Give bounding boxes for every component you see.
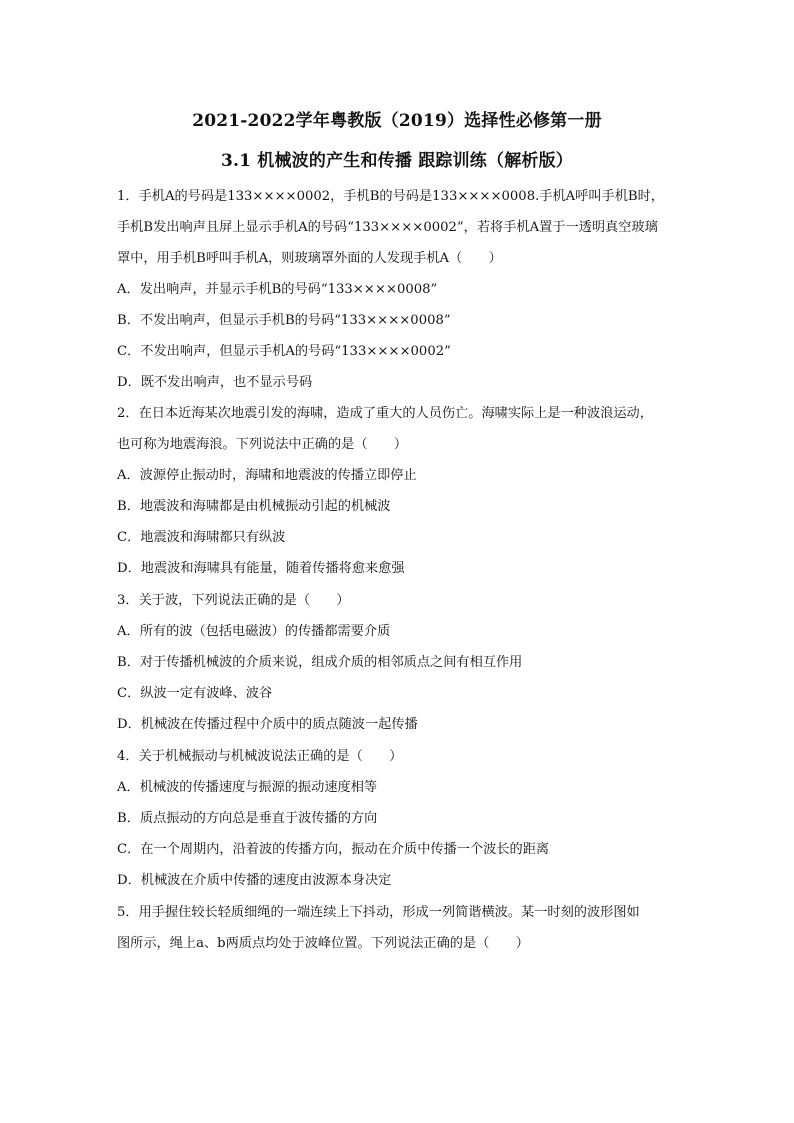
question-4-option-d: D．机械波在介质中传播的速度由波源本身决定 (117, 873, 392, 888)
question-1-option-c: C．不发出响声，但显示手机A的号码“133××××0002” (117, 344, 451, 359)
question-5-stem-line-2: 图所示，绳上a、b两质点均处于波峰位置。下列说法正确的是（ ） (117, 936, 529, 951)
question-1-stem-line-1: 1．手机A的号码是133××××0002，手机B的号码是133××××0008.手机A呼叫手机B时， (117, 189, 664, 204)
question-3-option-c: C．纵波一定有波峰、波谷 (117, 686, 273, 701)
question-1-option-b: B．不发出响声，但显示手机B的号码“133××××0008” (117, 313, 451, 328)
question-2-option-b: B．地震波和海啸都是由机械振动引起的机械波 (117, 499, 391, 514)
question-1-option-a: A．发出响声，并显示手机B的号码“133××××0008” (117, 282, 438, 297)
question-4-option-a: A．机械波的传播速度与振源的振动速度相等 (117, 780, 378, 795)
question-2-option-d: D．地震波和海啸具有能量，随着传播将愈来愈强 (117, 561, 405, 576)
question-4-stem-line-1: 4．关于机械振动与机械波说法正确的是（ ） (117, 749, 403, 764)
question-4-option-c: C．在一个周期内，沿着波的传播方向，振动在介质中传播一个波长的距离 (117, 842, 550, 857)
question-3-option-a: A．所有的波（包括电磁波）的传播都需要介质 (117, 624, 391, 639)
question-3-option-b: B．对于传播机械波的介质来说，组成介质的相邻质点之间有相互作用 (117, 655, 523, 670)
question-2-stem-line-2: 也可称为地震海浪。下列说法中正确的是（ ） (117, 437, 408, 452)
question-5-stem-line-1: 5．用手握住较长轻质细绳的一端连续上下抖动，形成一列简谐横波。某一时刻的波形图如 (117, 905, 640, 920)
question-2-stem-line-1: 2．在日本近海某次地震引发的海啸，造成了重大的人员伤亡。海啸实际上是一种波浪运动， (117, 406, 653, 421)
document-subtitle: 3.1 机械波的产生和传播 跟踪训练（解析版） (220, 151, 573, 171)
question-1-stem-line-3: 罩中，用手机B呼叫手机A，则玻璃罩外面的人发现手机A（ ） (117, 251, 502, 266)
question-4-option-b: B．质点振动的方向总是垂直于波传播的方向 (117, 811, 378, 826)
question-1-option-d: D．既不发出响声，也不显示号码 (117, 375, 313, 390)
question-3-option-d: D．机械波在传播过程中介质中的质点随波一起传播 (117, 717, 418, 732)
document-title: 2021-2022学年粤教版（2019）选择性必修第一册 (192, 111, 602, 131)
question-3-stem-line-1: 3．关于波，下列说法正确的是（ ） (117, 593, 350, 608)
question-1-stem-line-2: 手机B发出响声且屏上显示手机A的号码“133××××0002”，若将手机A置于一透明真空玻璃 (117, 220, 658, 235)
question-2-option-a: A．波源停止振动时，海啸和地震波的传播立即停止 (117, 468, 417, 483)
question-2-option-c: C．地震波和海啸都只有纵波 (117, 530, 286, 545)
